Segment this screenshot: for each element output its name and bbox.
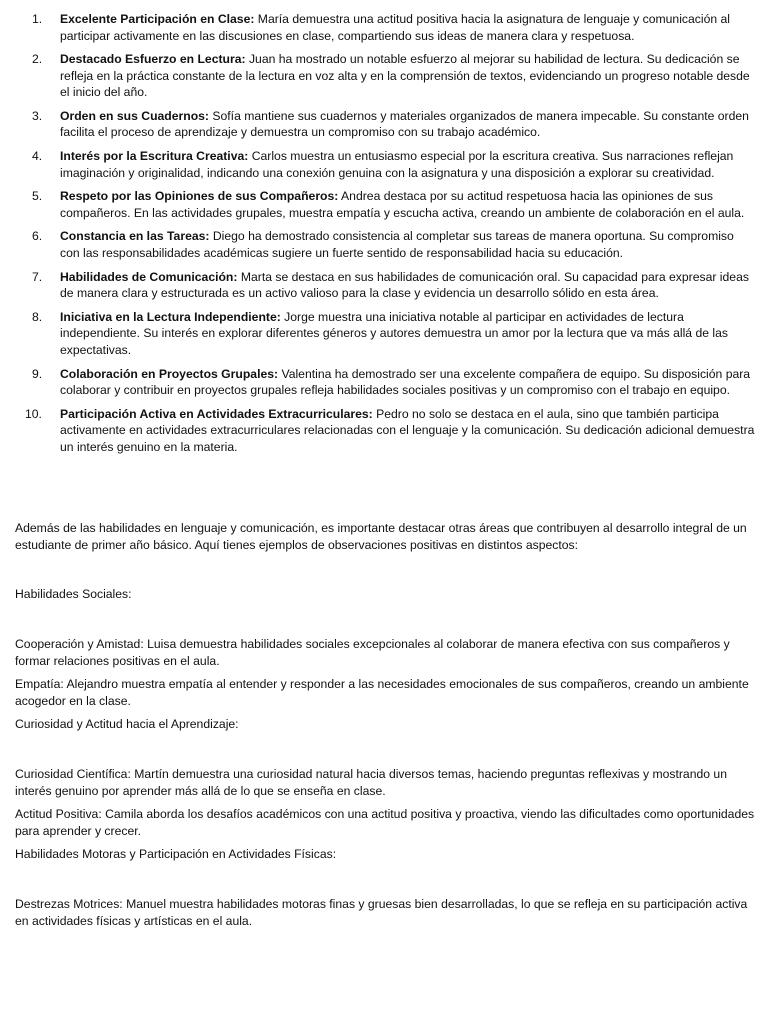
paragraph-destrezas: Destrezas Motrices: Manuel muestra habilidades motoras finas y gruesas bien desarrolladas, lo que se refleja en su participación activa en actividades físicas y artísticas en el aula. <box>15 897 748 928</box>
list-item-text: Diego ha demostrado consistencia al completar sus tareas de manera oportuna. Su compromiso con las responsabilidades académicas sugiere un fuerte sentido de responsabilidad hacia su educación. <box>60 229 734 260</box>
list-number: 6. <box>32 229 43 244</box>
list-item <box>0 366 768 399</box>
section-heading-social: Habilidades Sociales: <box>15 587 132 601</box>
list-number: 1. <box>32 12 43 26</box>
list-number: 4. <box>32 149 43 164</box>
list-item-title: Respeto por las Opiniones de sus Compañeros: <box>60 189 339 204</box>
list-item-text: Pedro no solo se destaca en el aula, sino que también participa activamente en actividades extracurriculares relacionadas con el lenguaje y la comunicación. Su dedicación adicional demuestra un interés genuino en la materia. <box>60 406 755 454</box>
list-item <box>0 228 768 261</box>
list-number: 5. <box>32 189 43 204</box>
list-item-title: Excelente Participación en Clase: <box>60 12 255 26</box>
intro-paragraph: Además de las habilidades en lenguaje y comunicación, es importante destacar otras áreas que contribuyen al desarrollo integral de un estudiante de primer año básico. Aquí tienes ejemplos de observaciones positivas en distintos aspectos: <box>15 521 747 552</box>
list-item-title: Iniciativa en la Lectura Independiente: <box>60 309 281 324</box>
list-item <box>0 309 768 359</box>
list-item-title: Habilidades de Comunicación: <box>60 269 238 284</box>
list-item <box>0 148 768 181</box>
list-number: 3. <box>32 108 43 123</box>
list-number: 9. <box>32 366 43 381</box>
list-item-text: Sofía mantiene sus cuadernos y materiales organizados de manera impecable. Su constante orden facilita el proceso de aprendizaje y demuestra un compromiso con su trabajo académico. <box>60 108 749 140</box>
list-number: 2. <box>32 52 43 67</box>
list-item-text: Juan ha mostrado un notable esfuerzo al mejorar su habilidad de lectura. Su dedicación se refleja en la práctica constante de la lectura en voz alta y en la comprensión de textos, evidenciando un progreso notable desde el inicio del año. <box>60 52 750 100</box>
list-item <box>0 406 768 456</box>
list-item-text: Marta se destaca en sus habilidades de comunicación oral. Su capacidad para expresar ideas de manera clara y estructurada es un activo valioso para la clase y evidencia un desarrollo sólido en esta área. <box>60 269 749 301</box>
paragraph-curiosidad: Curiosidad Científica: Martín demuestra una curiosidad natural hacia diversos temas, haciendo preguntas reflexivas y mostrando un interés genuino por aprender más allá de lo que se enseña en clase. <box>15 767 727 798</box>
paragraph-actitud: Actitud Positiva: Camila aborda los desafíos académicos con una actitud positiva y proactiva, viendo las dificultades como oportunidades para aprender y crecer. <box>15 807 755 838</box>
section-heading-motoras: Habilidades Motoras y Participación en Actividades Físicas: <box>15 847 337 861</box>
list-item <box>0 269 768 302</box>
list-item-title: Orden en sus Cuadernos: <box>60 108 209 123</box>
list-item <box>0 108 768 141</box>
paragraph-cooperacion: Cooperación y Amistad: Luisa demuestra habilidades sociales excepcionales al colaborar de manera efectiva con sus compañeros y formar relaciones positivas en el aula. <box>15 637 730 668</box>
list-number: 10. <box>25 406 42 421</box>
list-item-title: Interés por la Escritura Creativa: <box>60 149 249 164</box>
list-item-text: María demuestra una actitud positiva hacia la asignatura de lenguaje y comunicación al participar activamente en las discusiones en clase, compartiendo sus ideas de manera clara y respetuosa. <box>60 12 730 43</box>
list-item-text: Jorge muestra una iniciativa notable al participar en actividades de lectura independiente. Su interés en explorar diferentes géneros y autores demuestra un amor por la lectura que va más allá de las expectativas. <box>60 309 728 357</box>
paragraph-empatia: Empatía: Alejandro muestra empatía al entender y responder a las necesidades emocionales de sus compañeros, creando un ambiente acogedor en la clase. <box>15 677 749 708</box>
list-item-title: Constancia en las Tareas: <box>60 229 210 244</box>
list-item <box>0 51 768 101</box>
list-number: 8. <box>32 309 43 324</box>
observations-list <box>0 11 768 462</box>
list-item-text: Carlos muestra un entusiasmo especial por la escritura creativa. Sus narraciones reflejan imaginación y originalidad, indicando una conexión genuina con la asignatura y una disposición a explorar su creatividad. <box>60 149 734 180</box>
list-number: 7. <box>32 269 43 284</box>
list-item-text: Andrea destaca por su actitud respetuosa hacia las opiniones de sus compañeros. En las actividades grupales, muestra empatía y escucha activa, creando un ambiente de colaboración en el aula. <box>60 189 745 220</box>
list-item <box>0 11 768 44</box>
list-item-title: Participación Activa en Actividades Extracurriculares: <box>60 406 373 421</box>
section-heading-curiosidad: Curiosidad y Actitud hacia el Aprendizaje: <box>15 717 239 731</box>
list-item <box>0 188 768 221</box>
list-item-title: Destacado Esfuerzo en Lectura: <box>60 52 246 67</box>
list-item-title: Colaboración en Proyectos Grupales: <box>60 366 279 381</box>
list-item-text: Valentina ha demostrado ser una excelente compañera de equipo. Su disposición para colaborar y contribuir en proyectos grupales refleja habilidades sociales positivas y un compromiso con el trabajo en equipo. <box>60 366 751 397</box>
